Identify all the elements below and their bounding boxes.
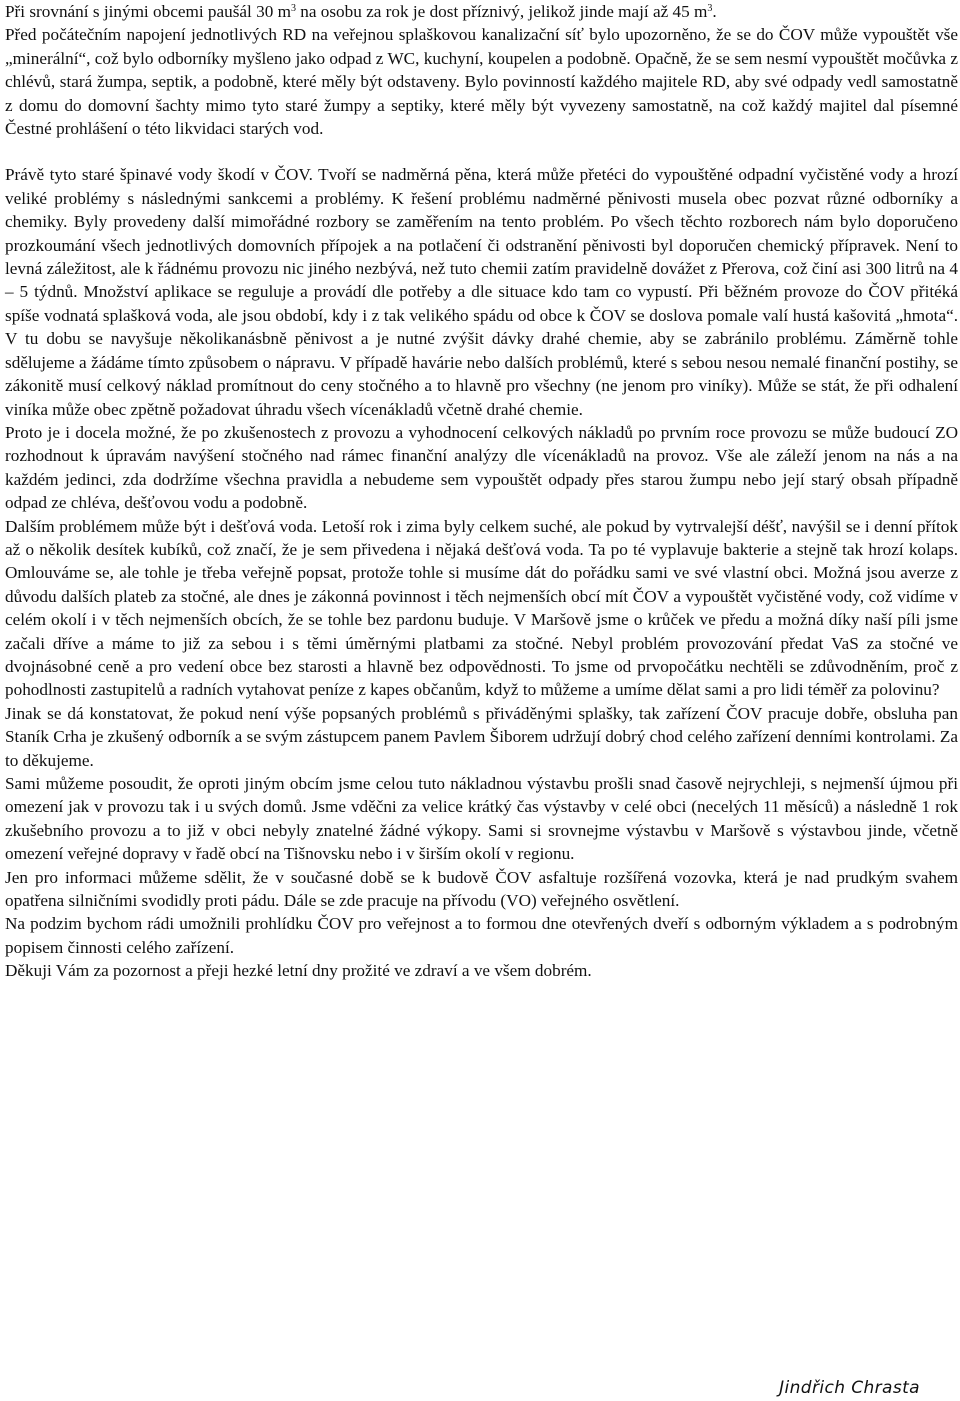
paragraph: Děkuji Vám za pozornost a přeji hezké letní dny prožité ve zdraví a ve všem dobrém. bbox=[5, 961, 592, 981]
paragraph: Jinak se dá konstatovat, že pokud není výše popsaných problémů s přiváděnými splašky, tak zařízení ČOV pracuje dobře, obsluha pan Staník Crha je zkušený odborník a se svým zástupcem panem Pavlem Šiborem udržují dobrý chod celého zařízení denními kontrolami. Za to děkujeme. bbox=[5, 703, 958, 770]
document-body bbox=[5, 0, 958, 983]
signature: Jindřich Chrasta bbox=[779, 1378, 920, 1398]
paragraph: Před počátečním napojení jednotlivých RD na veřejnou splaškovou kanalizační síť bylo upozorněno, že se do ČOV může vypouštět vše „minerální“, což bylo odborníky myšleno jako odpad z WC, kuchyní, koupelen a podobně. Opačně, že se sem nesmí vypouštět močůvka z chlévů, stará žumpa, septik, a podobně, které měly být odstaveny. Bylo povinností každého majitele RD, aby své odpady vedl samostatně z domu do domovní šachty mimo tyto staré žumpy a septiky, které měly být vyvezeny samostatně, na což každý majitel dal písemné Čestné prohlášení o této likvidaci starých vod. bbox=[5, 25, 958, 139]
paragraph: Dalším problémem může být i dešťová voda. Letoší rok i zima byly celkem suché, ale pokud by vytrvalejší déšť, navýšil se i denní přítok až o několik desítek kubíků, což značí, že je sem přivedena i nějaká dešťová voda. Ta po té vyplavuje bakterie a stejně tak hrozí kolaps. Omlouváme se, ale tohle je třeba veřejně popsat, protože tohle si musíme dát do pořádku sami ve své vlastní obci. Možná jsou averze z důvodu dalších plateb za stočné, ale dnes je zákonná povinnost i těch nejmenších obcí mít ČOV a vypouštět vyčistěné vody, což vidíme v celém okolí i v těch nejmenších obcích, že se tohle bez pardonu buduje. V Maršově jsme o krůček ve předu a možná díky naší píli jsme začali dříve a máme to již za sebou i s těmi úměrnými platbami za stočné. Nebyl problém provozování předat VaS za stočné ve dvojnásobné ceně a pro vedení obce bez starosti a hlavně bez odpovědnosti. To jsme od prvopočátku nechtěli se zdůvodněním, proč z pohodlnosti zastupitelů a radních vytahovat peníze z kapes občanům, když to můžeme a umíme dělat sami a pro lidi téměř za polovinu? bbox=[5, 516, 958, 700]
paragraph: Jen pro informaci můžeme sdělit, že v současné době se k budově ČOV asfaltuje rozšířená vozovka, která je nad prudkým svahem opatřena silničními svodidly proti pádu. Dále se zde pracuje na přívodu (VO) veřejného osvětlení. bbox=[5, 867, 958, 911]
paragraph: Právě tyto staré špinavé vody škodí v ČOV. Tvoří se nadměrná pěna, která může přetéci do vypouštěné odpadní vyčistěné vody a hrozí veliké problémy s následnými sankcemi a problémy. K řešení problému nadměrné pěnivosti musela obec pozvat různé odborníky a chemiky. Byly provedeny další mimořádné rozbory se zaměřením na tento problém. Po všech těchto rozborech nám bylo doporučeno prozkoumání všech jednotlivých domovních přípojek a na potlačení či odstranění pěnivosti byl doporučen chemický přípravek. Není to levná záležitost, ale k řádnému provozu nic jiného nezbývá, než tuto chemii zatím pravidelně dovážet z Přerova, což činí asi 300 litrů na 4 – 5 týdnů. Množství aplikace se reguluje a provádí dle potřeby a dle situace kdo tam co vypustí. Při běžném provoze do ČOV přitéká spíše vodnatá splašková voda, ale jsou období, kdy i z tak velikého spádu od obce k ČOV se doslova pomale valí hustá kašovitá „hmota“. V tu dobu se navyšuje několikanásbně pěnivost a je nutné zvýšit dávky drahé chemie, aby se zabránilo problému. Záměrně tohle sdělujeme a žádáme tímto způsobem o nápravu. V případě havárie nebo dalších problémů, které s sebou nesou nemalé finanční postihy, se zákonitě musí celkový náklad promítnout do ceny stočného a to hlavně pro všechny (ne jenom pro viníky). Může se stát, že při odhalení viníka může obec zpětně požadovat úhradu všech vícenákladů včetně drahé chemie. bbox=[5, 165, 958, 419]
paragraph: Na podzim bychom rádi umožnili prohlídku ČOV pro veřejnost a to formou dne otevřených dveří s odborným výkladem a s podrobným popisem činnosti celého zařízení. bbox=[5, 914, 958, 957]
paragraph-intro: Při srovnání s jinými obcemi paušál 30 $m^3$ na osobu za rok je dost příznivý, jelikož jinde mají až 45 $m^3$. Před počátečním napojení jednotlivých RD na veřejnou splaškovou kanalizační síť bylo upozorněno, že se do ČOV může vypouštět vše „minerální“, což bylo odborníky myšleno jako odpad z WC, kuchyní, koupelen a podobně. Opačně, že se sem nesmí vypouštět močůvka z chlévů, stará žumpa, septik, a podobně, které měly být odstaveny. Bylo povinností každého majitele RD, aby své odpady vedl samostatně z domu do domovní šachty mimo tyto staré žumpy a septiky, které měly být vyvezeny samostatně, na což každý majitel dal písemné Čestné prohlášení o této likvidaci starých vod. bbox=[5, 2, 958, 139]
paragraph: Proto je i docela možné, že po zkušenostech z provozu a vyhodnocení celkových nákladů po prvním roce provozu se může budoucí ZO rozhodnout k úpravám navýšení stočného nad rámec finanční analýzy dle vícenákladů na provoz. Vše ale záleží jenom na nás a na každém jedinci, zda dodržíme všechna pravidla a nebudeme sem vypouštět odpady přes starou žumpu nebo její starý obsah případně odpad ze chléva, dešťovou vodu a podobně. bbox=[5, 422, 958, 513]
paragraph: Sami můžeme posoudit, že oproti jiným obcím jsme celou tuto nákladnou výstavbu prošli snad časově nejrychleji, s nejmenší újmou při omezení jak v provozu tak i u svých domů. Jsme vděčni za velice krátký čas výstavby v celé obci (necelých 11 měsíců) a následně 1 rok zkušebního provozu a to již v obci nebyly znatelné žádné výkopy. Sami si srovnejme výstavbu v Maršově s výstavbou jinde, včetně omezení veřejné dopravy v řadě obcí na Tišnovsku nebo i v širším okolí v regionu. bbox=[5, 774, 958, 864]
